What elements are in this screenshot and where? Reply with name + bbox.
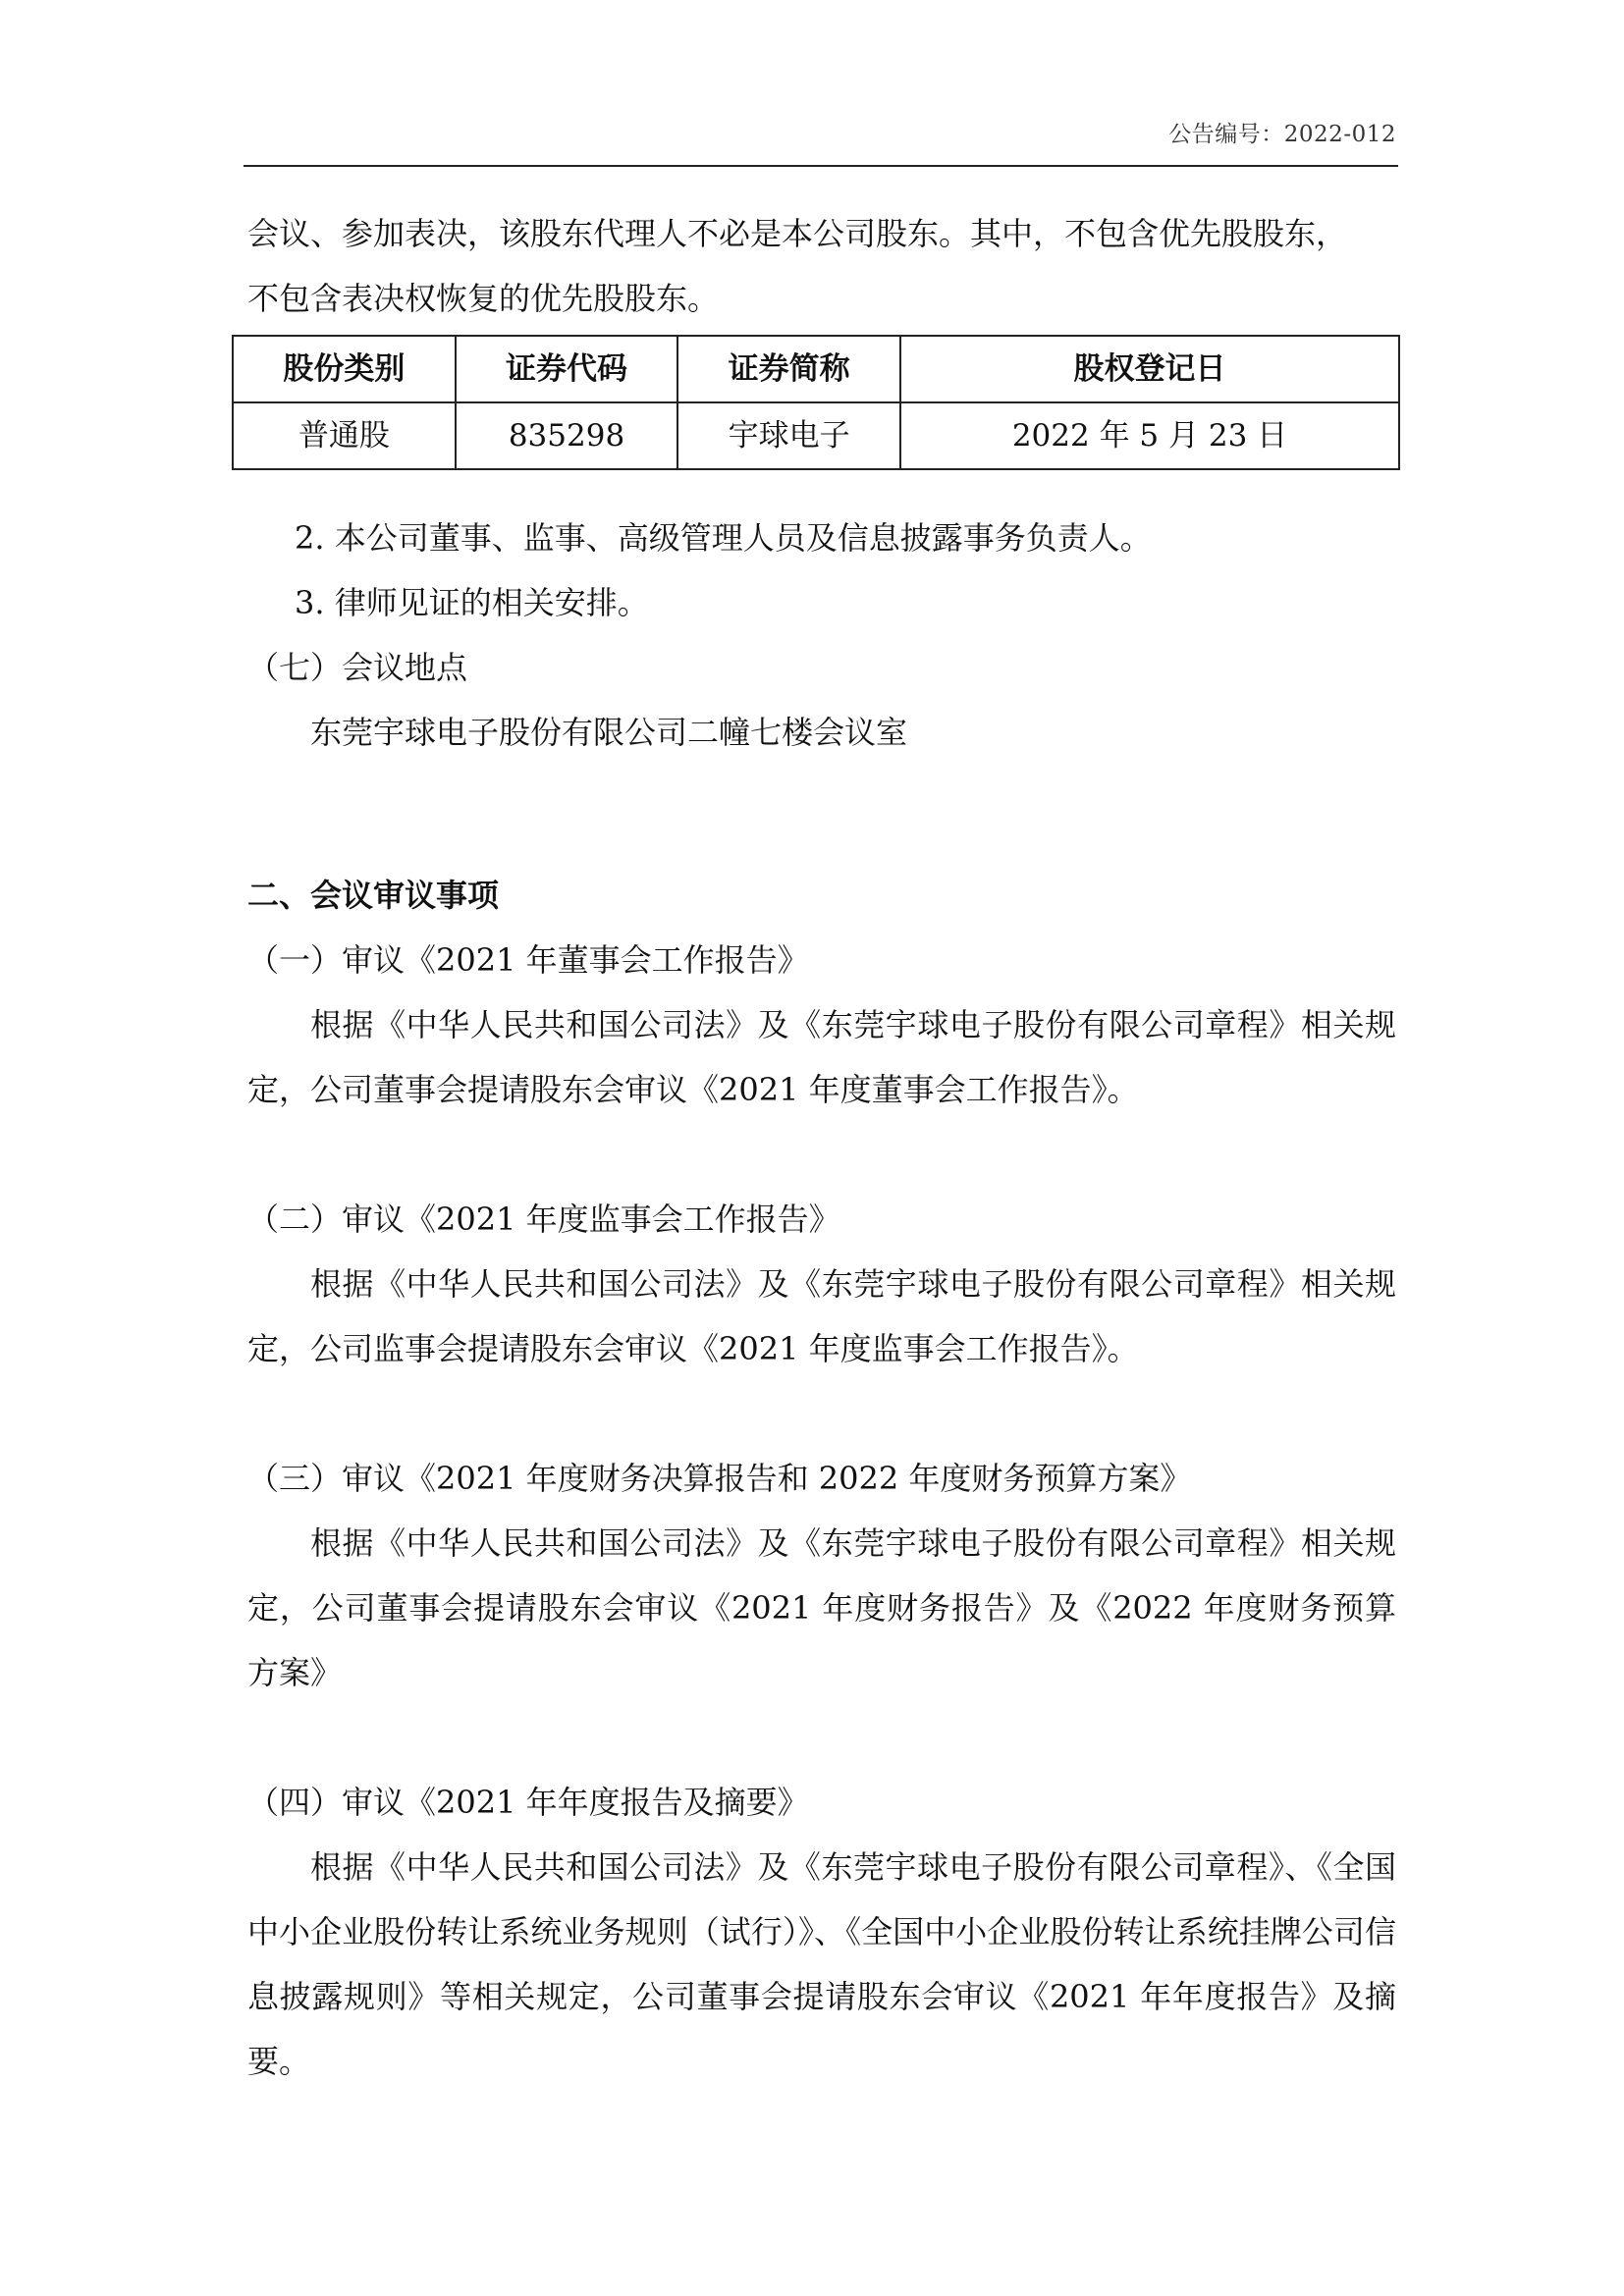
table-row <box>233 402 1399 469</box>
share-registration-table <box>232 335 1400 470</box>
col-security-abbr: 证券简称 <box>677 336 900 402</box>
proposal-4-heading: （四）审议《2021 年年度报告及摘要》 <box>247 1784 809 1821</box>
venue-text: 东莞宇球电子股份有限公司二幢七楼会议室 <box>310 714 908 751</box>
document-body <box>247 201 1396 2094</box>
col-security-code: 证券代码 <box>456 336 678 402</box>
cell-record-date: 2022 年 5 月 23 日 <box>900 402 1399 469</box>
proposal-1-heading: （一）审议《2021 年董事会工作报告》 <box>247 941 809 979</box>
proposal-1-body: 根据《中华人民共和国公司法》及《东莞宇球电子股份有限公司章程》相关规定，公司董事会提请股东会审议《2021 年度董事会工作报告》。 <box>247 1006 1396 1108</box>
proposal-3-body: 根据《中华人民共和国公司法》及《东莞宇球电子股份有限公司章程》相关规定，公司董事会提请股东会审议《2021 年度财务报告》及《2022 年度财务预算方案》 <box>247 1524 1396 1691</box>
venue-heading: （七）会议地点 <box>247 649 468 686</box>
table-header-row <box>233 336 1399 402</box>
section-2-title: 二、会议审议事项 <box>247 877 500 914</box>
col-record-date: 股权登记日 <box>900 336 1399 402</box>
announcement-number: 公告编号：2022-012 <box>1168 122 1396 147</box>
proposal-4-body: 根据《中华人民共和国公司法》及《东莞宇球电子股份有限公司章程》、《全国中小企业股份转让系统业务规则（试行）》、《全国中小企业股份转让系统挂牌公司信息披露规则》等相关规定，公司董事会提请股东会审议《2021 年年度报告》及摘要。 <box>247 1848 1396 2080</box>
cell-security-code: 835298 <box>456 402 678 469</box>
col-share-type: 股份类别 <box>233 336 456 402</box>
proposal-2-heading: （二）审议《2021 年度监事会工作报告》 <box>247 1201 840 1238</box>
intro-line-1: 会议、参加表决，该股东代理人不必是本公司股东。其中，不包含优先股股东， <box>247 215 1348 252</box>
attendee-item-3: 3. 律师见证的相关安排。 <box>295 584 649 621</box>
cell-security-abbr: 宇球电子 <box>677 402 900 469</box>
proposal-3-heading: （三）审议《2021 年度财务决算报告和 2022 年度财务预算方案》 <box>247 1460 1192 1497</box>
proposal-2-body: 根据《中华人民共和国公司法》及《东莞宇球电子股份有限公司章程》相关规定，公司监事会提请股东会审议《2021 年度监事会工作报告》。 <box>247 1265 1396 1367</box>
header-divider <box>244 165 1398 167</box>
cell-share-type: 普通股 <box>233 402 456 469</box>
intro-line-2: 不包含表决权恢复的优先股股东。 <box>247 280 720 317</box>
attendee-item-2: 2. 本公司董事、监事、高级管理人员及信息披露事务负责人。 <box>295 519 1152 557</box>
